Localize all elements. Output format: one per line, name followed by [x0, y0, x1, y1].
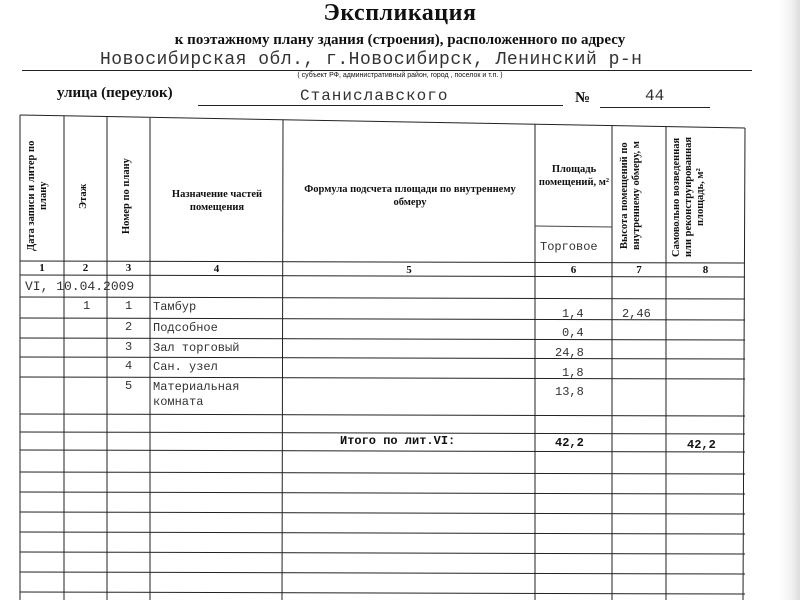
address-note: ( субъект РФ, административный район, город , поселок и т.п. ) [297, 72, 503, 79]
header-area: Площадь помещений, м² [538, 164, 610, 189]
header-floor: Этаж [78, 183, 89, 209]
column-number-6: 6 [570, 264, 577, 276]
record-line [25, 279, 134, 294]
row-1-area: 1,4 [562, 307, 584, 321]
header-formula: Формула подсчета площади по внутреннему обмеру [304, 184, 516, 209]
number-label: № [575, 90, 591, 106]
row-3-area: 24,8 [555, 346, 584, 360]
record-text: VI, 10.04.2009 [25, 279, 135, 294]
total-unauthorized: 42,2 [687, 438, 716, 452]
row-2-name: Подсобное [153, 321, 218, 335]
total-label: Итого по лит.VI: [340, 434, 456, 448]
total-area: 42,2 [555, 436, 584, 450]
column-number-5: 5 [406, 264, 412, 276]
document-subtitle: к поэтажному плану здания (строения), расположенного по адресу [174, 32, 626, 48]
column-number-2: 2 [82, 262, 89, 274]
row-4-name: Сан. узел [153, 360, 218, 374]
column-number-1: 1 [39, 262, 45, 274]
header-purpose: Назначение частей помещения [171, 189, 263, 214]
page-edge-shadow [778, 0, 800, 600]
column-number-8: 8 [702, 264, 709, 276]
row-5-name-line2: комната [153, 395, 204, 409]
row-5-area: 13,8 [555, 385, 584, 399]
row-4-number: 4 [125, 359, 133, 373]
row-3-number: 3 [125, 340, 133, 354]
address-value: Новосибирская обл., г.Новосибирск, Ленинский р-н [100, 50, 643, 70]
column-number-4: 4 [213, 263, 220, 275]
street-label: улица (переулок) [57, 85, 173, 101]
row-4-area: 1,8 [562, 366, 584, 380]
row-5-number: 5 [125, 379, 133, 393]
row-2-area: 0,4 [562, 326, 584, 340]
row-1-floor: 1 [83, 299, 91, 313]
document-title: Экспликация [323, 0, 477, 26]
column-number-7: 7 [636, 264, 642, 276]
column-number-3: 3 [125, 262, 132, 274]
row-5-name: Материальная [153, 380, 240, 394]
header-area-retail: Торговое [540, 240, 598, 254]
number-value: 44 [645, 87, 665, 105]
header-record-date: Дата записи и литер по плану [26, 140, 50, 252]
row-1-number: 1 [125, 299, 133, 313]
row-1-name: Тамбур [153, 300, 197, 314]
street-value: Станиславского [300, 87, 449, 105]
header-height: Высота помещений по внутреннему обмеру, м [619, 141, 643, 251]
header-unauthorized: Самовольно возведенная или реконструированная площадь, м² [671, 136, 707, 258]
header-plan-number: Номер по плану [121, 158, 132, 234]
row-1-height: 2,46 [622, 307, 651, 321]
row-3-name: Зал торговый [153, 341, 240, 355]
row-2-number: 2 [125, 320, 133, 334]
